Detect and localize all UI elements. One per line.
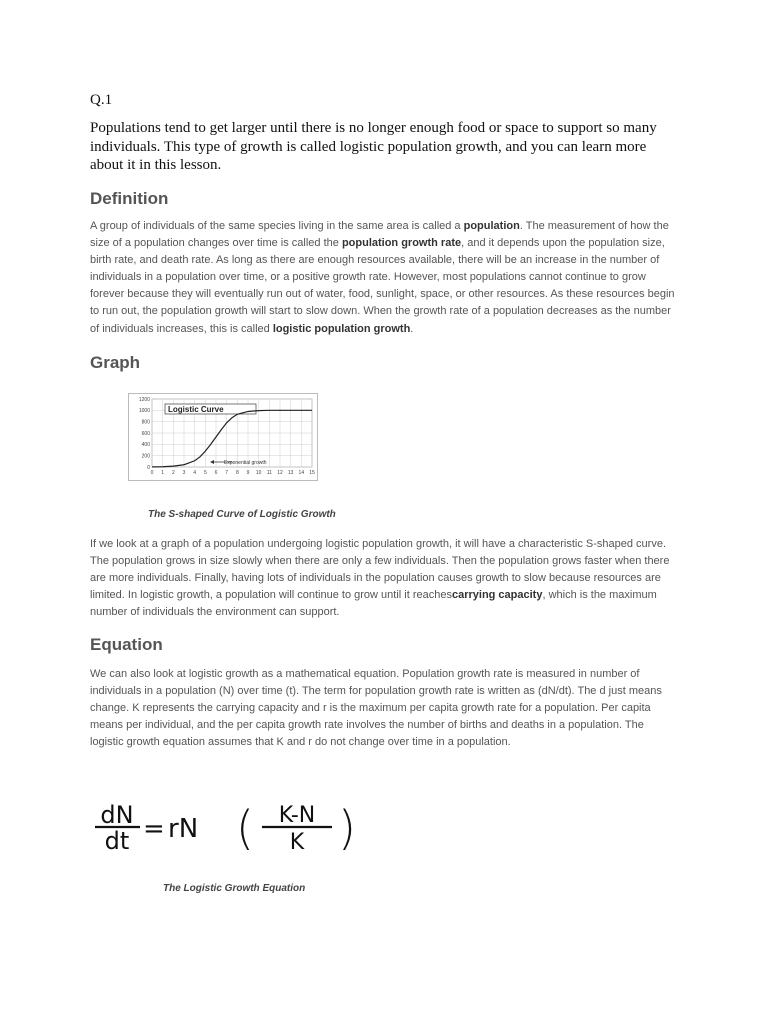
y-tick-label: 0 [147, 464, 150, 471]
x-tick-label: 8 [235, 470, 239, 476]
equation-close-paren: ) [338, 801, 356, 855]
x-tick-label: 9 [246, 470, 250, 476]
y-tick-label: 600 [141, 430, 150, 437]
y-tick-label: 800 [141, 419, 150, 426]
equation-k-minus-n: K-N [278, 803, 316, 828]
intro-paragraph: Populations tend to get larger until there is no longer enough food or space to support so many individuals. This type of growth is called logistic population growth, and you can learn more about it in this lesson. [90, 120, 657, 173]
definition-paragraph: A group of individuals of the same species living in the same area is called a population. The measurement of how the size of a population changes over time is called the population growth rate, and it depends upon the population size, birth rate, and death rate. As long as there are enough resources available, there will be an increase in the number of individuals in a population over time, or a positive growth rate. However, most populations cannot continue to grow forever because they will eventually run out of water, food, sunlight, space, or other resources. As these resources begin to run out, the population growth will start to slow down. When the growth rate of a population decreases as the number of individuals increases, this is called logistic population growth. [90, 220, 675, 335]
equation-dt: dt [104, 827, 130, 855]
equation-paragraph: We can also look at logistic growth as a mathematical equation. Population growth rate is measured in number of individuals in a population (N) over time (t). The term for population growth rate is written as (dN/dt). The d just means change. K represents the carrying capacity and r is the maximum per capita growth rate for a population. Per capita means per individual, and the per capita growth rate involves the number of births and deaths in a population. The logistic growth equation assumes that K and r do not change over time in a population. [90, 668, 662, 749]
x-tick-label: 4 [193, 470, 197, 476]
logistic-equation [92, 800, 382, 860]
logistic-curve-chart [128, 393, 318, 481]
y-tick-label: 200 [141, 453, 150, 460]
equation-open-paren: ( [236, 801, 254, 855]
equation-k: K [289, 830, 305, 855]
term-carrying-capacity: carrying capacity [451, 589, 543, 602]
x-tick-label: 2 [171, 470, 175, 476]
x-tick-label: 12 [277, 470, 283, 476]
chart-title: Logistic Curve [168, 405, 224, 414]
chart-annotation: Exponential growth [224, 460, 267, 466]
equation-heading: Equation [90, 635, 163, 654]
x-tick-label: 7 [225, 470, 229, 476]
x-tick-label: 10 [255, 470, 262, 476]
x-tick-label: 11 [266, 470, 272, 476]
x-tick-label: 1 [161, 470, 165, 476]
equation-svg [92, 800, 382, 860]
equation-rn: rN [168, 814, 199, 844]
term-population-growth-rate: population growth rate [341, 237, 462, 250]
y-tick-label: 1200 [138, 396, 150, 403]
equation-equals: = [143, 814, 165, 844]
term-logistic-population-growth: logistic population growth [272, 322, 411, 335]
question-label: Q.1 [90, 92, 113, 108]
x-tick-label: 0 [150, 470, 154, 476]
x-tick-label: 13 [287, 470, 294, 476]
x-tick-label: 5 [203, 470, 207, 476]
graph-paragraph: If we look at a graph of a population undergoing logistic population growth, it will have a characteristic S-shaped curve. The population grows in size slowly when there are only a few individuals. Then the population grows faster when there are more individuals. Finally, having lots of individuals in the population causes growth to slow because resources are limited. In logistic growth, a population will continue to grow until it reachescarrying capacity, which is the maximum number of individuals the environment can support. [90, 538, 670, 619]
definition-heading: Definition [90, 189, 169, 208]
x-tick-label: 14 [298, 470, 305, 476]
equation-dn: dN [100, 801, 134, 829]
equation-caption: The Logistic Growth Equation [163, 883, 306, 894]
x-tick-label: 15 [309, 470, 315, 476]
x-tick-label: 3 [182, 470, 186, 476]
graph-caption: The S-shaped Curve of Logistic Growth [148, 509, 336, 520]
graph-heading: Graph [90, 353, 141, 372]
term-population: population [463, 220, 520, 232]
y-tick-label: 1000 [138, 408, 150, 415]
x-tick-label: 6 [214, 470, 218, 476]
chart-svg [128, 393, 318, 481]
y-tick-label: 400 [141, 442, 150, 449]
